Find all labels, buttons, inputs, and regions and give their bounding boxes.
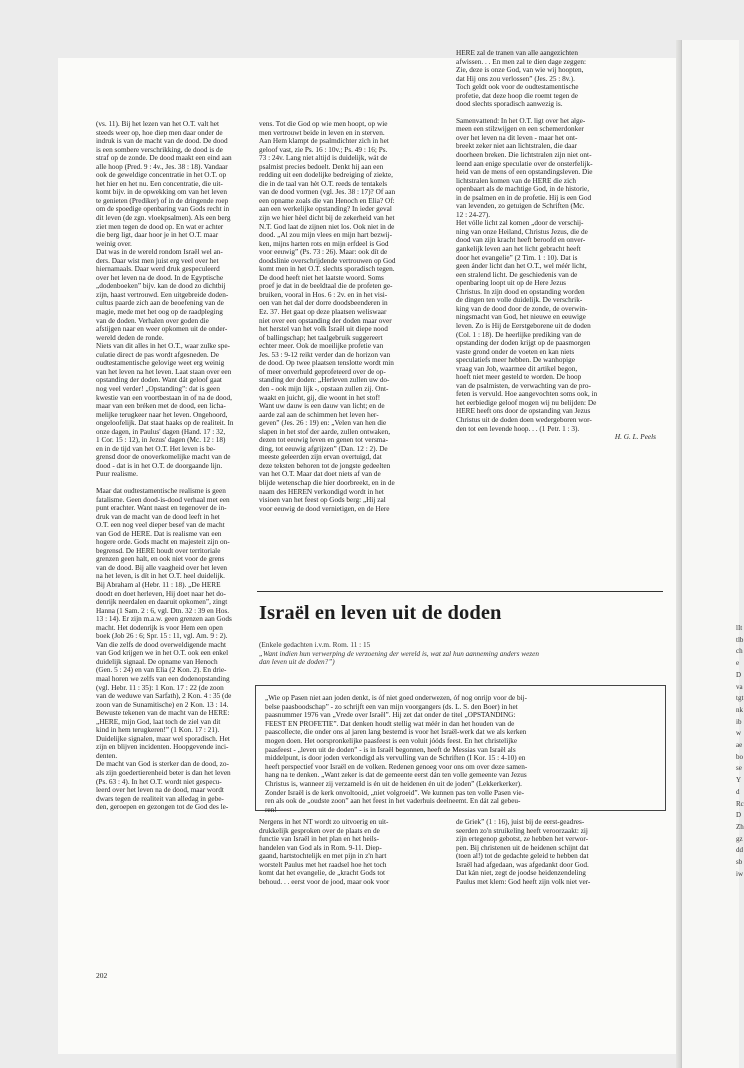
subtitle-reference: (Enkele gedachten i.v.m. Rom. 11 : 15 bbox=[259, 641, 371, 649]
article2-column-b bbox=[456, 818, 656, 898]
subtitle-quote: „Want indien hun verwerping de verzoening der wereld is, wat zal hun aanneming anders wezen dan leven uit de doden?”) bbox=[259, 649, 539, 667]
article-column-3 bbox=[456, 49, 656, 644]
adjacent-page-text: lIttlbcheDvatgtnkibwaeboseYdRcDZhgzddsbiw bbox=[736, 624, 744, 878]
adjacent-page-edge bbox=[681, 40, 744, 1068]
paragraph: de Griek” (1 : 16), juist bij de eerst-geadres- seerden zo'n struikeling heeft veroorzaakt: zij zijn ertegenop gebotst, ze hebben het verwor- pen. Bij christenen uit de heidenen schijnt dat (toen al!) tot de gedachte geleid te hebben dat Israël had afgedaan, was afgedankt door God. Dat kán niet, zegt de joodse heidenzendeling Paulus met klem: God heeft zijn volk niet ver- bbox=[456, 818, 591, 886]
paragraph: Maar dat oudtestamentische realisme is geen fatalisme. Geen dood-is-dood verhaal met een punt erachter. Want naast en tegenover de in- druk van de macht van de dood leeft in het O.T. een nog veel dieper besef van de macht van God de HERE. Dat is realisme van een hogere orde. Gods macht en majesteit zijn on- begrensd. De HERE houdt over territoriale grenzen geen halt, en ook niet voor de grens van de dood. Bij alle vaagheid over het leven na het leven, is dít in het O.T. heel duidelijk. Bij Abraham al (Hebr. 11 : 18). „De HERE doodt en doet herleven, Hij doet naar het do- denrijk neerdalen en daaruit opkomen”, zingt Hanna (1 Sam. 2 : 6, vgl. Dtn. 32 : 39 en Hos. 13 : 14). Er zijn m.a.w. geen grenzen aan Gods macht. Het dodenrijk is voor Hem een open boek (Job 26 : 6; Spr. 15 : 11, vgl. Am. 9 : 2). Van die zelfs de dood overweldigende macht van God krijgen we in het O.T. ook een enkel duidelijk signaal. De opname van Henoch (Gen. 5 : 24) en van Elia (2 Kon. 2). En drie- maal horen we zelfs van een dodenopstanding (vgl. Hebr. 11 : 35): 1 Kon. 17 : 22 (de zoon van de weduwe van Sarfath), 2 Kon. 4 : 35 (de zoon van de Sunamitische) en 2 Kon. 13 : 14. Bewuste tekenen van de macht van de HERE: „HERE, mijn God, laat toch de ziel van dit kind in hem terugkeren!” (1 Kon. 17 : 21). Duidelijke signalen, maar wel sporadisch. Het zijn en blijven incidenten. Hoopgevende inci- denten. De macht van God is sterker dan de dood, zo- als zijn goedertierenheid beter is dan het leven (Ps. 63 : 4). In het O.T. wordt niet gespecu- leerd over het leven na de dood, maar wordt dwars tegen de realiteit van alledag in gebe- den, geroepen en gezongen tot de God des le- bbox=[96, 486, 232, 812]
paragraph: Samenvattend: In het O.T. ligt over het alge- meen een stilzwijgen en een schemerdonker over het leven na dit leven - maar het ont- breekt zeker niet aan lichtstralen, die daar doorheen breken. Die lichtstralen zijn niet ont- leend aan enige speculatie over de onsterfelijk- heid van de mens of een opstandingsleven. Die lichtstralen komen van de HERE die zich openbaart als de machtige God, in de historie, in de psalmen en in de profetie. Hij is een God van levenden, zo getuigen de Schriften (Mc. 12 : 24-27). Het vólle licht zal komen „door de verschij- ning van onze Heiland, Christus Jezus, die de dood van zijn kracht heeft beroofd en onver- gankelijk leven aan het licht gebracht heeft door het evangelie” (2 Tim. 1 : 10). Dat is geen ánder licht dan het O.T., wel méér licht, een stralend licht. De geschiedenis van de openbaring loopt uit op de Here Jezus Christus. In zijn dood en opstanding worden de dingen ten volle duidelijk. De verschrik- king van de dood door de zonde, de overwin- ningsmacht van God, het nieuwe en eeuwige leven. Zo is Hij de Eerstgeborene uit de doden (Col. 1 : 18). De heerlijke prediking van de opstanding der doden krijgt op de paasmorgen vaste grond onder de voeten en kan niets speculatiefs meer hebben. De wanhopige vraag van Job, waarmee dit artikel begon, hoeft niet meer gesteld te worden. De hoop van de psalmisten, de verwachting van de pro- feten is vervuld. Hoe aangevochten soms ook, in het eerbiedige geloof mogen wij nu belijden: De HERE heeft ons door de opstanding van Jezus Christus uit de doden doen wedergeboren wor- den tot een levende hoop. . . (1 Petr. 1 : 3). bbox=[456, 116, 598, 433]
author-signature: H. G. L. Peels bbox=[614, 433, 656, 442]
paragraph: (vs. 11). Bij het lezen van het O.T. valt het steeds weer op, hoe diep men daar onder de indruk is van de macht van de dood. De dood is een sombere verschrikking, de dood is de straf op de zonde. De dood maakt een eind aan alle hoop (Pred. 9 : 4v., Jes. 38 : 18). Vandaar ook de geweldige concentratie in het O.T. op het hier en het nu. Een concentratie, die uit- komt bijv. in de opwekking om van het leven te genieten (Prediker) of in de dringende roep om de spoedige openbaring van Gods recht in dit leven (de zgn. vloekpsalmen). Als een berg ziet men tegen de dood op. En wat er achter die berg ligt, daar hoor je in het O.T. maar weinig over. Dat was in de wereld rondom Israël wel an- ders. Daar wist men juist erg veel over het hiernamaals. Daar werd druk gespeculeerd over het leven na de dood. In de Egyptische „dodenboeken” bijv. kan de dood zo dichtbij zijn, haast vertrouwd. Een uitgebreide doden- cultus paarde zich aan de beoefening van de magie, mede met het oog op de raadpleging van de doden. Verhalen over goden die afstijgen naar en weer opkomen uit de onder- wereld deden de ronde. Niets van dit alles in het O.T., waar zulke spe- culatie direct de pas wordt afgesneden. De oudtestamentische gelovige weet erg weinig van het leven na het leven. Laat staan over een opstanding der doden. Want dát geloof gaat nog veel verder! „Opstanding”: dat is geen kwestie van een voortbestaan in of na de dood, maar van een bréken met de dood, een licha- melijke terugkeer naar het leven. Ongehoord, ongeloofelijk. Dat staat haaks op de realiteit. In onze dagen, in Paulus' dagen (Hand. 17 : 32, 1 Cor. 15 : 12), in Jezus' dagen (Mc. 12 : 18) en in de tijd van het O.T. Het leven is be- grensd door de onoverkomelijke macht van de dood - dat is in het O.T. de doorgaande lijn. Puur realisme. bbox=[96, 120, 234, 479]
page-number: 202 bbox=[96, 971, 108, 980]
article-subtitle bbox=[259, 641, 663, 667]
paragraph: HERE zal de tranen van alle aangezichten afwissen. . . En men zal te dien dage zeggen: Zie, deze is onze God, van wie wij hoopten, dat Hij ons zou verlossen” (Jes. 25 : 8v.). Toch geldt ook voor de oudtestamentische profetie, dat deze hoop die roemt tegen de dood slechts sporadisch aanwezig is. bbox=[456, 49, 587, 109]
paragraph: Nergens in het NT wordt zo uitvoerig en uit- drukkelijk gesproken over de plaats en de functie van Israël in het plan en het heils- handelen van God als in Rom. 9-11. Diep- gaand, hartstochtelijk en met pijn in z'n hart worstelt Paulus met het raadsel hoe het toch komt dat het evangelie, de „kracht Gods tot behoud. . . eerst voor de jood, maar ook voor bbox=[259, 818, 390, 886]
article-column-1 bbox=[96, 120, 246, 960]
article-title: Israël en leven uit de doden bbox=[259, 602, 502, 624]
magazine-page bbox=[58, 49, 676, 1054]
intro-quote-box: „Wie op Pasen niet aan joden denkt, is óf niet goed onderwezen, óf nog onrijp voor de bij- belse paasboodschap” - zo schrijft een van mijn voorgangers (ds. L. S. den Boer) in het paasnummer 1976 van „Vrede over Israël”. Hij zet dat onder de titel „OPSTANDING: FEEST EN PROFETIE”. Dat denken houdt stellig wat méér in dan het houden van de paascollecte, die onder ons al jaren lang bestemd is voor het Israël-werk dat we als kerken mogen doen. Het oorspronkelijke paasfeest is een voluit jóóds feest. En het christelijke paasfeest - „leven uit de doden” - is in Israël begonnen, heeft de Messias van Israël als middelpunt, is door joden verkondigd als vervulling van de Schriften (I Kor. 15 : 4-10) en heeft perspectief voor Israël en de volken. Redenen genoeg voor ons om over deze samen- hang na te denken. „Want zeker is dat de gemeente eerst dán ten volle gemeente van Jezus Christus is, wanneer zij verzameld is én uit de heidenen én uit de joden” (Lekkerkerker). Zonder Israël is de kerk onvoltooid, „niet volgroeid”. We kunnen pas ten volle Pasen vie- ren als ook de „oudste zoon” aan het feest in het vaderhuis deelneemt. En dát zal gebeu- ren! bbox=[255, 685, 666, 811]
article2-column-a bbox=[259, 818, 445, 898]
article-column-2 bbox=[259, 120, 445, 640]
section-divider bbox=[257, 591, 663, 592]
paragraph: vens. Tot die God op wie men hoopt, op wie men vertrouwt beide in leven en in sterven. Aan Hem klampt de psalmdichter zich in het geloof vast, zie Ps. 16 : 10v.; Ps. 49 : 16; Ps. 73 : 24v. Lang niet altijd is duidelijk, wát de psalmist precies bedoelt. Denkt hij aan een redding uit een dodelijke bedreiging of ziekte, die in de taal van hèt O.T. reeds de tentakels van de dood vormen (vgl. Jes. 38 : 17)? Of aan een opname zoals die van Henoch en Elia? Of: aan een werkelijke opstanding? In ieder geval zijn we hier hèel dicht bij de zekerheid van het N.T. God laat de zijnen niet los. Ook niet in de dood. „Al zou mijn vlees en mijn hart bezwij- ken, mijns harten rots en mijn erfdeel is God voor eeuwig” (Ps. 73 : 26). Maar: ook dít de doodslinie overschrijdende vertrouwen op God komt men in het O.T. slechts sporadisch tegen. De dood heeft niet het laatste woord. Soms proef je dat in de beeldtaal die de profeten ge- bruiken, vooral in Hos. 6 : 2v. en in het visi- oen van het dal der dorre doodsbeenderen in Ez. 37. Het gaat op deze plaatsen weliswaar niet over een opstanding der doden maar over het herstel van het volk Israël uit diepe nood of ballingschap; het taalgebruik suggereert echter meer. Ook de moeilijke profetie van Jes. 53 : 9-12 reikt verder dan de horizon van de dood. Op twee plaatsen tenslotte wordt min of meer onverhuld geprofeteerd over de op- standing der doden: „Herleven zullen uw do- den - ook mijn lijk -, opstaan zullen zij. Ont- waakt en juicht, gij, die woont in het stof! Want uw dauw is een dauw van licht; en de aarde zal aan de schimmen het leven her- geven” (Jes. 26 : 19) en: „Velen van hen die slapen in het stof der aarde, zullen ontwaken, dezen tot eeuwig leven en genen tot versma- ding, tot eeuwig afgrijzen” (Dan. 12 : 2). De meeste geleerden zijn ervan overtuigd, dat deze teksten behoren tot de jongste gedeelten van het O.T. Maar dat doet niets af van de blijde wetenschap die hier doorbreekt, en in de naam des HEREN verkondigd wordt in het visioen van het feest op Gods berg: „Hij zal voor eeuwig de dood vernietigen, en de Here bbox=[259, 120, 396, 513]
